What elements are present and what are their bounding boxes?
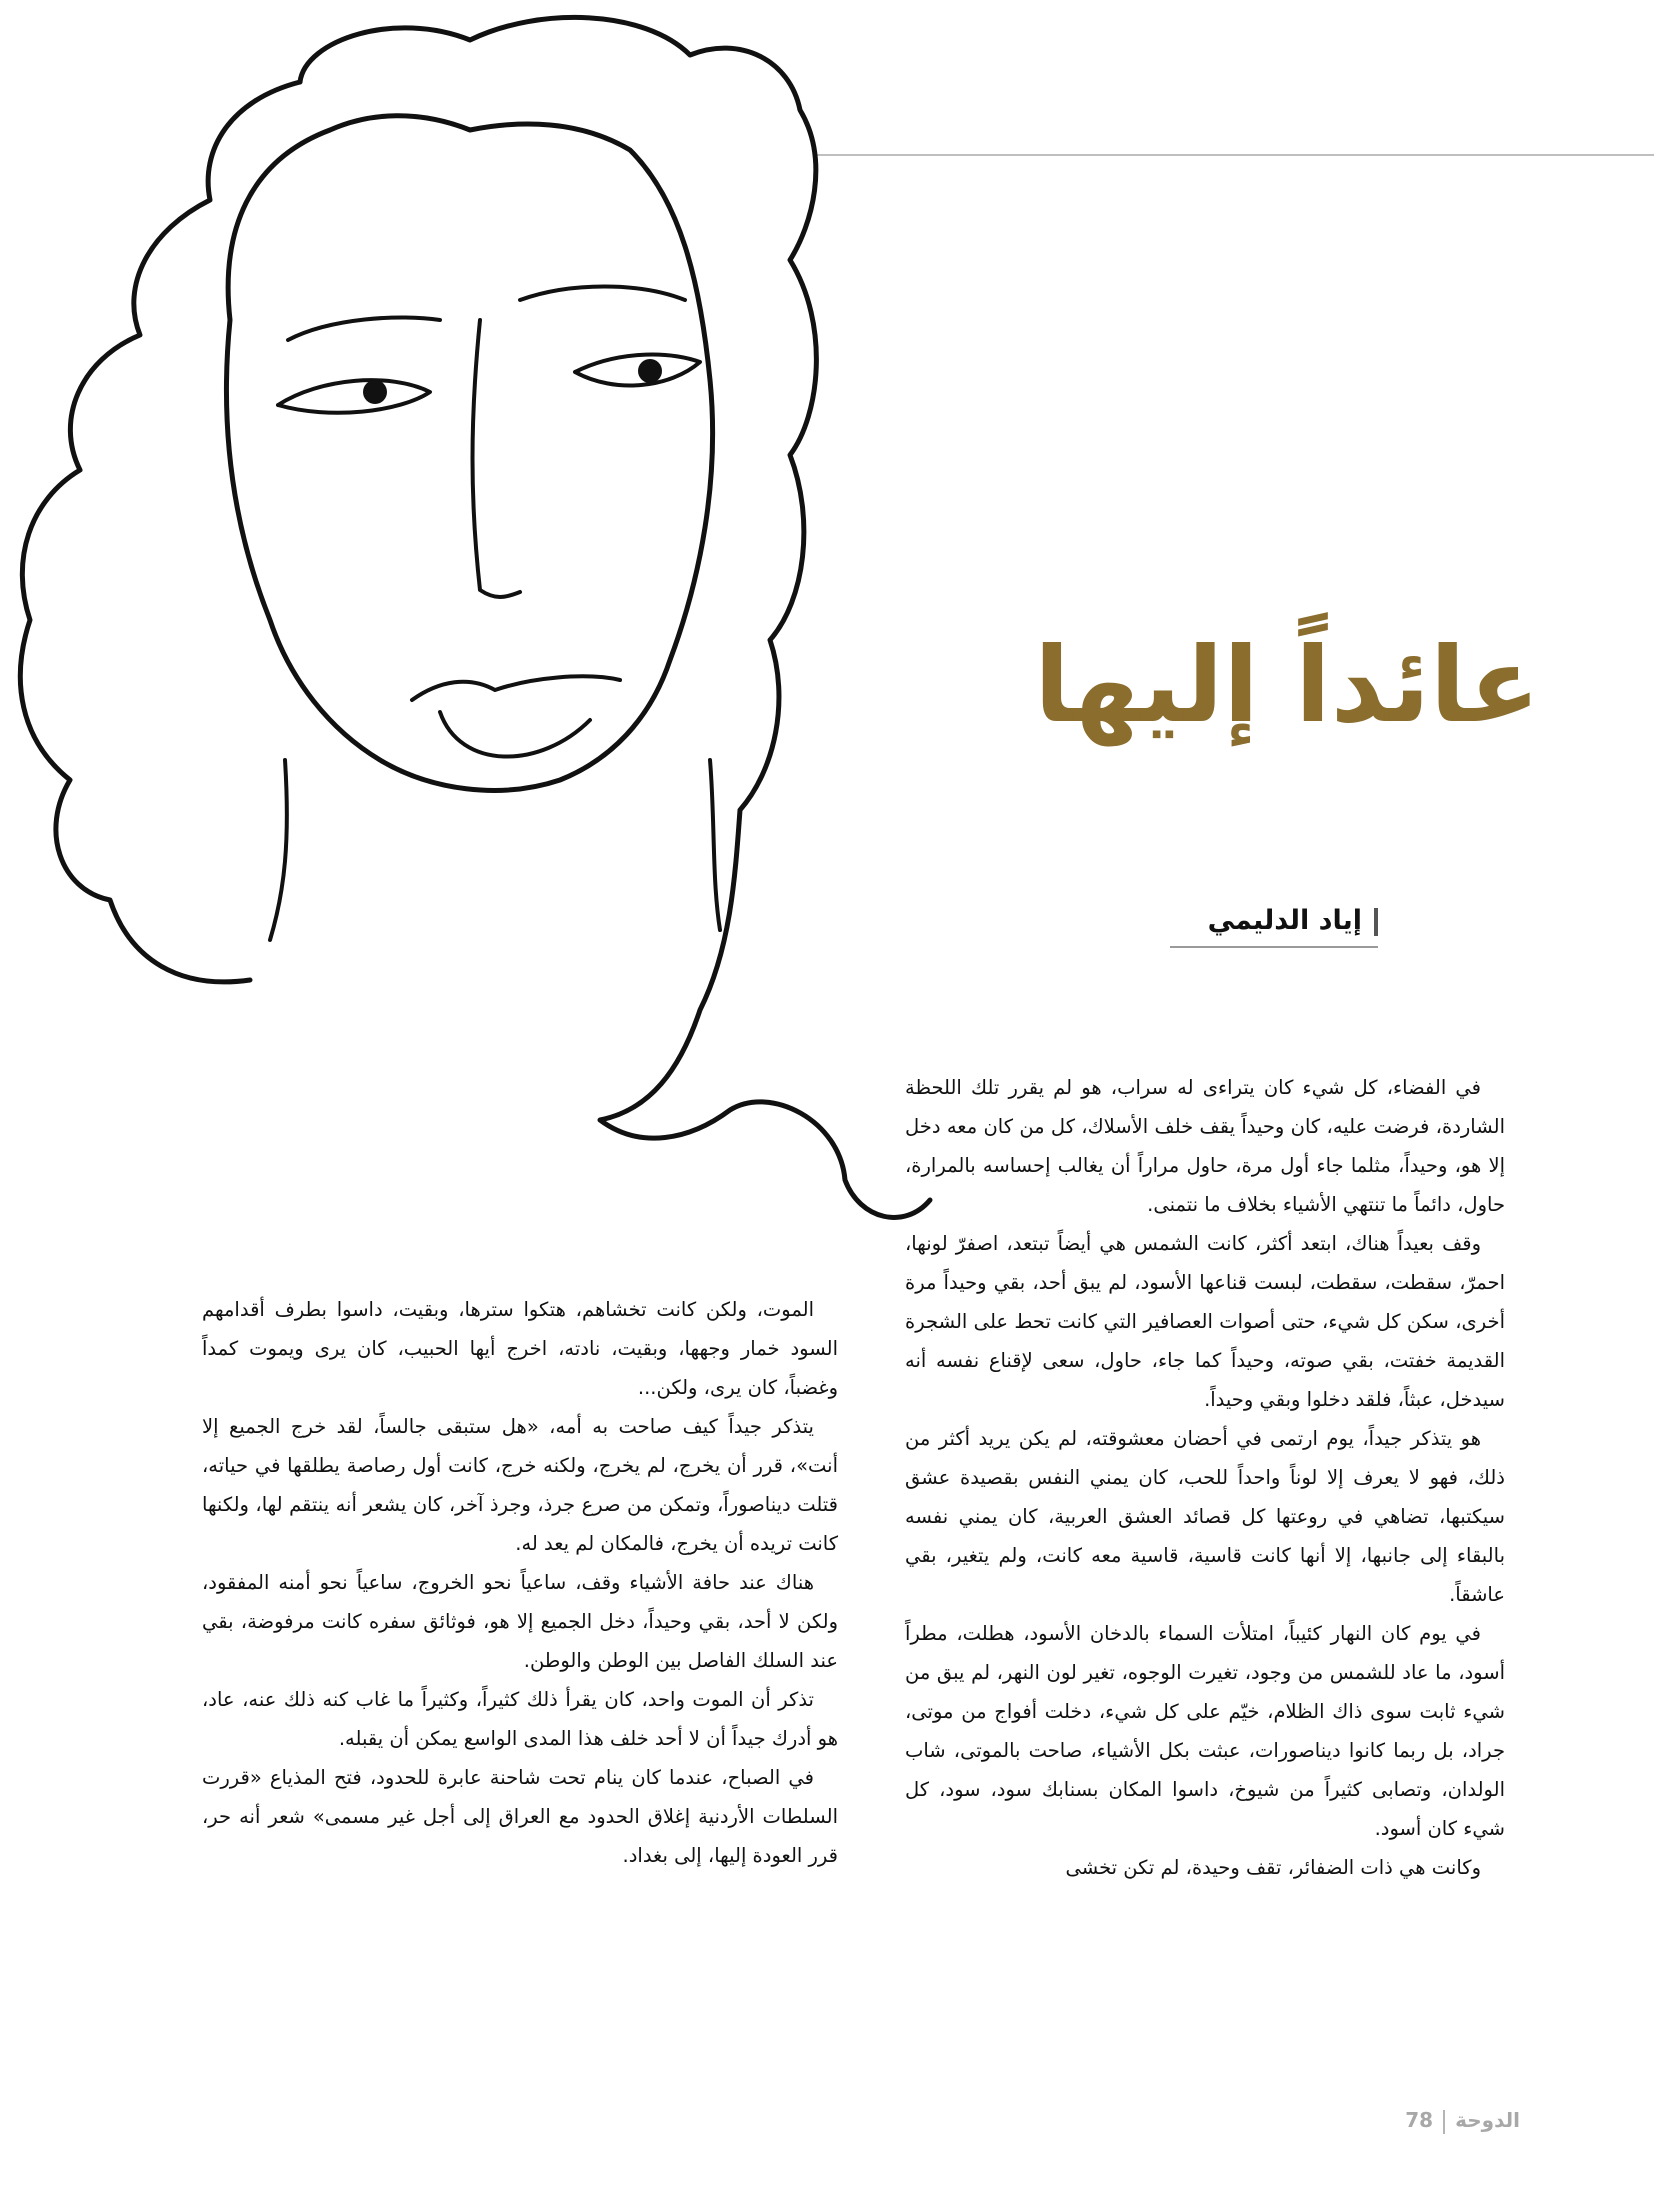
paragraph: وكانت هي ذات الضفائر، تقف وحيدة، لم تكن تخشى	[1065, 1856, 1481, 1879]
face-contour	[226, 116, 712, 791]
paragraph: وقف بعيداً هناك، ابتعد أكثر، كانت الشمس هي أيضاً تبتعد، اصفرّ لونها، احمرّ، سقطت، سقطت، لبست قناعها الأسود، لم يبق أحد، بقي وحيداً مرة أخرى، سكن كل شيء، حتى أصوات العصافير التي كانت تحط على الشجرة القديمة خفتت، بقي صوته، وحيداً كما جاء، حاول، سعى لإقناع نفسه أنه سيدخل، عبثاً، فلقد دخلوا وبقي وحيداً.	[905, 1232, 1505, 1411]
article-column-left	[202, 1290, 838, 1875]
right-eyebrow	[520, 287, 685, 301]
byline	[1170, 896, 1378, 948]
lower-lip	[440, 712, 590, 757]
paragraph: في الصباح، عندما كان ينام تحت شاحنة عابرة للحدود، فتح المذياع «قررت السلطات الأردنية إغلاق الحدود مع العراق إلى أجل غير مسمى» شعر أنه حر، قرر العودة إليها، إلى بغداد.	[202, 1766, 838, 1867]
byline-underline	[1170, 946, 1378, 948]
paragraph: هو يتذكر جيداً، يوم ارتمى في أحضان معشوقته، لم يكن يريد أكثر من ذلك، فهو لا يعرف إلا لوناً واحداً للحب، كان يمني النفس بقصيدة عشق سيكتبها، تضاهي في روعتها كل قصائد العشق العربية، كان يمني نفسه بالبقاء إلى جانبها، إلا أنها كانت قاسية، قاسية معه كانت، ولم يتغير، بقي عاشقاً.	[905, 1427, 1505, 1606]
hair-outline	[300, 17, 930, 1217]
author-name: إياد الدليمي	[1207, 905, 1362, 936]
article-column-right	[905, 1068, 1505, 1887]
footer-separator	[1443, 2110, 1445, 2134]
left-iris	[363, 380, 387, 404]
paragraph: تذكر أن الموت واحد، كان يقرأ ذلك كثيراً، وكثيراً ما غاب كنه ذلك عنه، عاد، هو أدرك جيداً أن لا أحد خلف هذا المدى الواسع يمكن أن يقبله.	[202, 1688, 838, 1750]
left-eyebrow	[288, 317, 440, 340]
hair-left	[20, 82, 300, 982]
upper-lip	[412, 676, 620, 700]
paragraph: في الفضاء، كل شيء كان يتراءى له سراب، هو لم يقرر تلك اللحظة الشاردة، فرضت عليه، كان وحيداً يقف خلف الأسلاك، كل من كان معه دخل إلا هو، وحيداً، مثلما جاء أول مرة، حاول مراراً أن يغالب إحساسه بالمرارة، حاول، دائماً ما تنتهي الأشياء بخلاف ما نتمنى.	[905, 1076, 1505, 1216]
neck-left	[270, 760, 287, 940]
left-eye	[278, 380, 430, 413]
page-number: 78	[1405, 2108, 1434, 2132]
paragraph: يتذكر جيداً كيف صاحت به أمه، «هل ستبقى جالساً، لقد خرج الجميع إلا أنت»، قرر أن يخرج، لم يخرج، ولكنه خرج، كانت أول رصاصة يطلقها في حياته، قتلت ديناصوراً، وتمكن من صرع جرذ، وجرذ آخر، كان يشعر أنه ينتقم لها، ولكنها كانت تريده أن يخرج، فالمكان لم يعد له.	[202, 1415, 838, 1555]
article-title: عائداً إليها	[1034, 624, 1540, 746]
neck-right	[710, 760, 720, 930]
paragraph: هناك عند حافة الأشياء وقف، ساعياً نحو الخروج، ساعياً نحو أمنه المفقود، ولكن لا أحد، بقي وحيداً، دخل الجميع إلا هو، فوثائق سفره كانت مرفوضة، بقي عند السلك الفاصل بين الوطن والوطن.	[202, 1571, 838, 1672]
magazine-name: الدوحة	[1455, 2108, 1520, 2132]
right-eye	[575, 355, 700, 386]
paragraph: الموت، ولكن كانت تخشاهم، هتكوا سترها، وبقيت، داسوا بطرف أقدامهم السود خمار وجهها، وبقيت، نادته، اخرج أيها الحبيب، كان يرى ويموت كمداً وغضباً، كان يرى، ولكن...	[202, 1298, 838, 1399]
nose	[473, 320, 521, 597]
woman-portrait-illustration	[0, 0, 980, 1240]
right-iris	[638, 359, 662, 383]
page-footer	[1380, 2105, 1520, 2135]
paragraph: في يوم كان النهار كئيباً، امتلأت السماء بالدخان الأسود، هطلت، مطراً أسود، ما عاد للشمس من وجود، تغيرت الوجوه، تغير لون النهر، لم يبق من شيء ثابت سوى ذاك الظلام، خيّم على كل شيء، دخلت أفواج من موتى، جراد، بل ربما كانوا ديناصورات، عبثت بكل الأشياء، صاحت بالموتى، شاب الولدان، وتصابى كثيراً من شيوخ، داسوا المكان بسنابك سود، سود، كل شيء كان أسود.	[905, 1622, 1505, 1840]
byline-bar	[1374, 908, 1378, 936]
